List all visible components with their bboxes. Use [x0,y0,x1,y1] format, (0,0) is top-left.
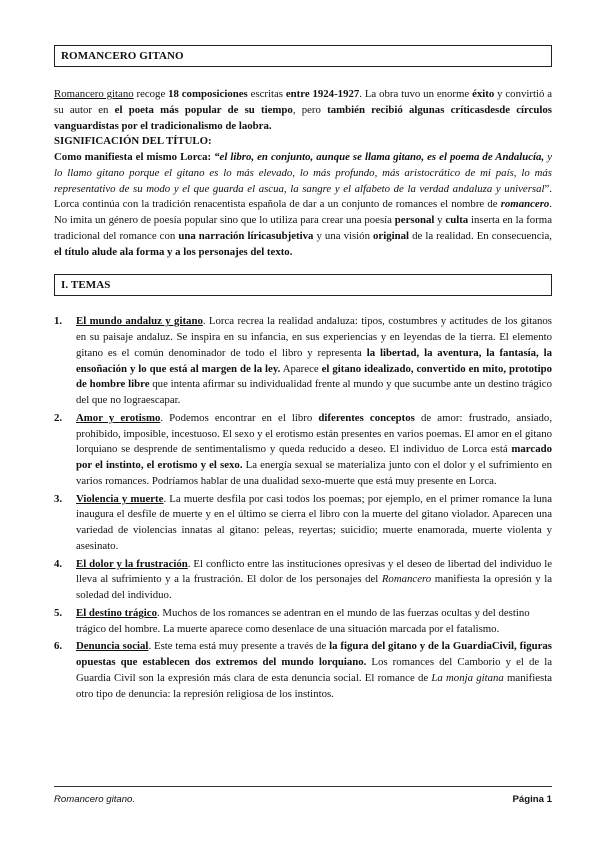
theme-title: Violencia y muerte [76,492,164,505]
list-item: 1. El mundo andaluz y gitano. Lorca recrea la realidad andaluza: tipos, costumbres y actitudes de los gitanos en su paisaje andaluz. Se inspira en su infancia, en sus experiencias y en leyendas de la tierra. El elemento gitano es el común denominador de todo el libro y representa la libertad, la aventura, la fantasía, la ensoñación y lo que está al margen de la ley. Aparece el gitano idealizado, convertido en mito, prototipo de hombre libre que intenta afirmar su individualidad frente al mundo y que sucumbe ante un destino trágico del que no lograescapar. [54,315,552,407]
work-title-link: Romancero gitano [54,88,134,101]
themes-title-box [54,274,552,296]
intro-section [54,87,552,260]
list-item: 6. Denuncia social. Este tema está muy presente a través de la figura del gitano y de la GuardiaCivil, figuras opuestas que establecen dos extremos del mundo lorquiano. Los romances del Camborio y el de la Guardia Civil son la expresión más clara de esta denuncia social. El romance de La monja gitana manifiesta otro tipo de denuncia: la represión religiosa de los instintos. [54,640,553,700]
list-item: 5. El destino trágico. Muchos de los romances se adentran en el mundo de las fuerzas ocultas y del destino trágico del hombre. La muerte aparece como desenlace de una situación marcada por el fatalismo. [54,606,530,635]
page-number: Página 1 [512,794,552,805]
list-item: 4. El dolor y la frustración. El conflicto entre las instituciones opresivas y el deseo de libertad del individuo le lleva al sufrimiento y a la frustración. El dolor de los personajes del Romancero manifiesta la opresión y la soledad del individuo. [54,557,552,602]
title-meaning-heading: SIGNIFICACIÓN DEL TÍTULO: [54,135,212,148]
document-page [54,45,552,704]
list-item: 3. Violencia y muerte. La muerte desfila por casi todos los poemas; por ejemplo, en el primer romance la luna inaugura el desfile de muerte y en el último se cierra el libro con la muerte del gitano violador. Aparecen una variedad de violencias innatas al gitano: peleas, reyertas; suicidio; muerte enamorada, muerte violenta y asesinato. [54,492,552,552]
themes-list [54,314,552,702]
section-title-box [54,45,552,67]
list-item: 2. Amor y erotismo. Podemos encontrar en el libro diferentes conceptos de amor: frustrado, ansiado, prohibido, imposible, incestuoso. El sexo y el erotismo están presentes en varios poemas. El amor en el gitano lorquiano se desprende de sentimentalismo y queda reducido a deseo. El individuo de Lorca está marcado por el instinto, el erotismo y el sexo. La energía sexual se materializa junto con el dolor y el sufrimiento en varios romances. Podríamos hablar de una dualidad sexo-muerte que está muy presente en Lorca. [54,411,553,487]
theme-title: Amor y erotismo [76,411,161,424]
theme-title: El mundo andaluz y gitano [76,315,203,328]
title-meaning-paragraph: Como manifiesta el mismo Lorca: “el libro, en conjunto, aunque se llama gitano, es el poema de Andalucía, y lo llamo gitano porque el gitano es lo más elevado, lo más profundo, más aristocrático de mi país, lo más representativo de su modo y el que guarda el ascua, la sangre y el alfabeto de la verdad andaluza y universal”. Lorca continúa con la tradición renacentista española de dar a un conjunto de romances el nombre de romancero. No imita un género de poesía popular sino que lo utiliza para crear una poesía personal y culta inserta en la forma tradicional del romance con una narración líricasubjetiva y una visión original de la realidad. En consecuencia, el título alude ala forma y a los personajes del texto. [54,151,552,258]
page-footer [54,786,552,807]
theme-title: Denuncia social [76,640,149,653]
document-title: ROMANCERO GITANO [61,50,184,62]
footer-title: Romancero gitano. [54,794,136,805]
theme-title: El destino trágico [76,606,157,619]
theme-title: El dolor y la frustración [76,557,188,570]
intro-paragraph: Romancero gitano recoge 18 composiciones escritas entre 1924-1927. La obra tuvo un enorme éxito y convirtió a su autor en el poeta más popular de su tiempo, pero también recibió algunas críticasdesde círculos vanguardistas por el tradicionalismo de laobra. [54,88,553,132]
themes-heading: I. TEMAS [61,279,111,292]
